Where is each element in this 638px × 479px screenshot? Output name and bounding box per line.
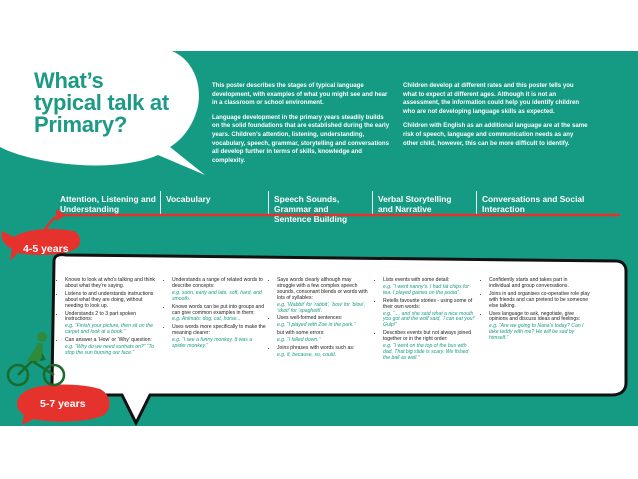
column-header-attention: Attention, Listening and Understanding xyxy=(60,194,156,214)
example-text: e.g. “I went on the top of the bus with dad. That big slide is scary. We fished the ball as well.” xyxy=(383,343,469,361)
bullet-item xyxy=(277,278,370,314)
bullet-item xyxy=(383,331,476,362)
example-text: e.g. “Are we going to Nana’s today? Can I take teddy with me? He will be sad by himself.” xyxy=(489,323,584,342)
bullet-item xyxy=(489,312,590,343)
example-text: e.g. “I went nanny’s. I had fat chips for tea. I played games on the poota”. xyxy=(383,283,469,296)
bullet-text: Joins in and organises co-operative role play with friends and can pretend to be someone else talking. xyxy=(489,290,590,309)
bullet-item xyxy=(277,316,370,329)
column-header-speech-sounds: Speech Sounds, Grammar and Sentence Building xyxy=(274,194,348,224)
intro-left-p1: This poster describes the stages of typical language development, with examples of what you might see and hear in a classroom or school environment. xyxy=(212,82,388,107)
column-content-attention xyxy=(58,278,160,359)
bullet-list xyxy=(376,278,476,362)
bullet-text: Knows to look at who’s talking and think about what they’re saying. xyxy=(65,277,155,289)
bullet-item xyxy=(172,305,267,324)
bullet-text: Joins phrases with words such as: xyxy=(277,345,355,352)
example-text: e.g. “Why do we need sunhats on?” “To stop the sun burning our face.” xyxy=(65,344,155,356)
bullet-item xyxy=(65,338,160,357)
column-content-speech-sounds xyxy=(270,278,370,361)
bullet-text: Uses well-formed sentences: xyxy=(277,315,343,322)
bullet-text: Lists events with some detail: xyxy=(383,277,450,283)
column-header-vocabulary: Vocabulary xyxy=(166,194,211,204)
bullet-item xyxy=(172,325,267,350)
example-text: e.g. soon, early and late, soft, hard, and smooth. xyxy=(172,289,262,302)
bullet-list xyxy=(58,278,160,357)
column-content-storytelling xyxy=(376,278,476,364)
intro-right xyxy=(403,82,588,154)
column-header-conversations: Conversations and Social Interaction xyxy=(482,194,585,214)
bullet-item xyxy=(489,278,590,290)
bullet-list xyxy=(270,278,370,359)
intro-left xyxy=(212,82,392,171)
intro-right-p2: Children with English as an additional language are at the same risk of speech, language and communication needs as any other child, however, this can be more difficult to identify. xyxy=(403,122,588,147)
bullet-item xyxy=(277,331,370,344)
bullet-text: Understands 2 to 3 part spoken instructions: xyxy=(65,310,137,323)
poster xyxy=(0,51,638,426)
bullet-item xyxy=(277,346,370,359)
example-text: e.g. if, because, so, could. xyxy=(277,351,337,358)
bullet-text: Understands a range of related words to describe concepts: xyxy=(172,277,263,289)
example-text: e.g. “I see a funny monkey. It was a spider monkey.” xyxy=(172,337,253,350)
bullet-item xyxy=(383,278,476,297)
column-header-storytelling: Verbal Storytelling and Narrative xyxy=(378,194,452,214)
poster-title: What’s typical talk at Primary? xyxy=(34,68,169,137)
age-label-4-5: 4-5 years xyxy=(23,243,69,255)
example-text: e.g. “I played with Zoe in the park.” xyxy=(277,322,356,329)
intro-left-p2: Language development in the primary years steadily builds on the solid foundations that are established during the early years. Children’s attention, listening, understanding, vocabulary, speech, grammar, storytelling and conversations all develop further in terms of skills, knowledge and complexity. xyxy=(212,113,390,164)
bullet-text: Uses language to ask, negotiate, give opinions and discuss ideas and feelings: xyxy=(489,310,581,323)
column-content-conversations xyxy=(482,278,590,344)
bullet-text: Can answer a ‘How’ or ‘Why’ question: xyxy=(65,337,152,344)
bullet-list xyxy=(482,278,590,342)
bullet-text: Confidently starts and takes part in individual and group conversations. xyxy=(489,277,569,289)
bullet-text: Listens to and understands instructions about what they are doing, without needing to look up. xyxy=(65,290,154,309)
example-text: e.g. “.... and she said what a nice mouth you got and the wolf said, ‘I can eat you!’ Gulp!” xyxy=(383,310,475,329)
bullet-text: Knows words can be put into groups and can give common examples in them: xyxy=(172,303,265,316)
bullet-text: Says words clearly although may struggle with a few complex speech sounds, consonant blends or words with lots of syllables: xyxy=(277,277,368,301)
example-text: e.g. Animals: dog, cat, horse... xyxy=(172,316,241,323)
bullet-text: Uses words more specifically to make the meaning clearer: xyxy=(172,324,266,337)
bullet-item xyxy=(383,299,476,330)
bullet-item xyxy=(172,278,267,303)
bullet-item xyxy=(65,278,160,290)
bullet-text: Retells favourite stories - using some of their own words: xyxy=(383,297,473,310)
bullet-text: Describes events but not always joined together or in the right order: xyxy=(383,330,472,343)
bullet-item xyxy=(489,292,590,310)
bullet-item xyxy=(65,292,160,310)
age-label-5-7: 5-7 years xyxy=(40,398,86,410)
example-text: e.g. “Finish your picture, then sit on the carpet and look at a book.” xyxy=(65,323,154,336)
bullet-text: but with some errors: xyxy=(277,330,325,337)
bullet-item xyxy=(65,312,160,337)
bullet-list xyxy=(165,278,267,350)
column-content-vocabulary xyxy=(165,278,267,352)
example-text: e.g. ‘Wabbit’ for ‘rabbit’, ‘bow’ for ‘blow’, ‘sketi’ for ‘spaghetti’. xyxy=(277,301,366,314)
example-text: e.g. “I falled down.” xyxy=(277,337,321,344)
intro-right-p1: Children develop at different rates and this poster tells you what to expect at different ages. Although it is not an assessment, the information could help you identify children who are not developing language skills as expected. xyxy=(403,82,580,115)
